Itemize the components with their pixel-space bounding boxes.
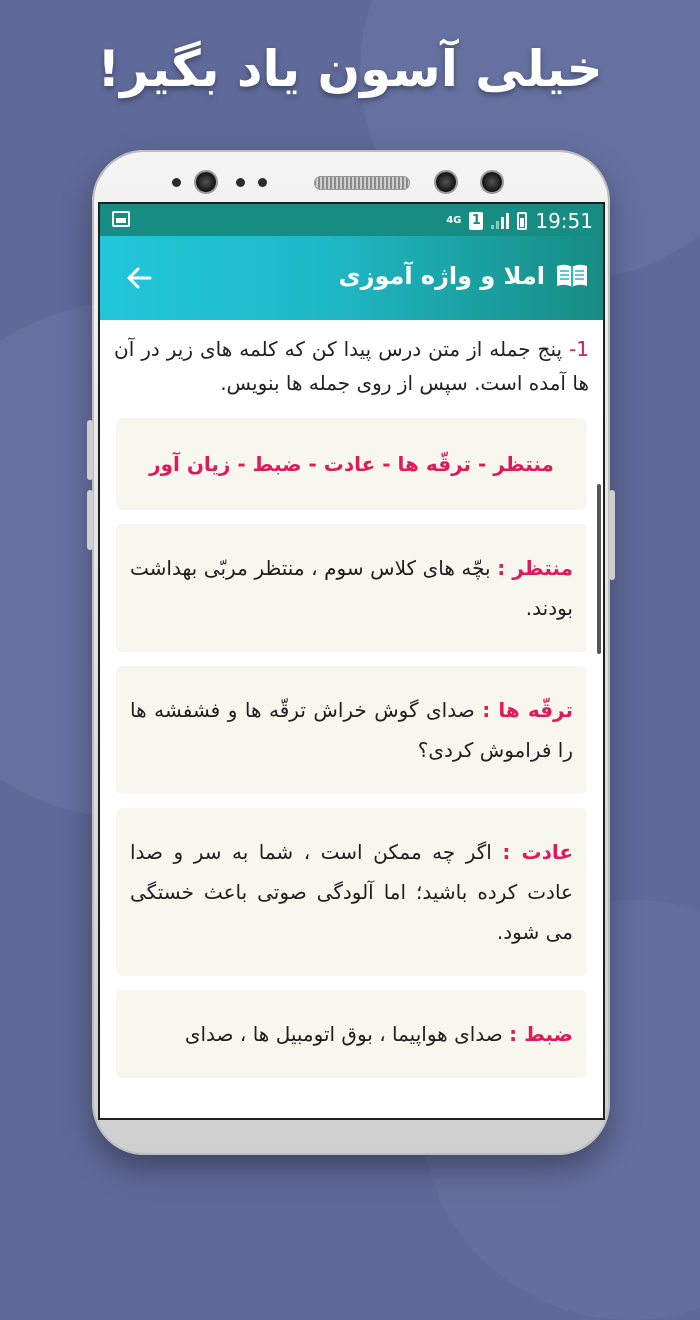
sensor-dot <box>172 178 181 187</box>
promo-headline: خیلی آسون یاد بگیر! <box>97 40 603 98</box>
lesson-content <box>100 320 603 1078</box>
network-type: 4G <box>446 215 462 226</box>
clock: 19:51 <box>535 209 593 233</box>
sim-icon: 1 <box>469 212 483 230</box>
answer-word: منتظر : <box>497 556 573 580</box>
sensor-dot <box>258 178 267 187</box>
camera-icon <box>482 172 502 192</box>
speaker-grille <box>314 176 410 190</box>
gallery-notification-icon <box>112 211 130 227</box>
answer-card <box>116 808 587 976</box>
word-list-card <box>116 418 587 510</box>
answer-sentence: بچّه های کلاس سوم ، منتظر مربّی بهداشت بودند. <box>130 556 573 620</box>
signal-icon <box>491 213 509 229</box>
side-button <box>87 490 93 550</box>
battery-icon <box>517 212 527 230</box>
open-book-icon <box>555 263 589 289</box>
app-bar-title <box>339 262 589 290</box>
answer-card <box>116 666 587 794</box>
exercise-number: 1- <box>569 337 589 361</box>
front-camera-icon <box>196 172 216 192</box>
answer-word: ترقّه ها : <box>482 698 573 722</box>
phone-screen <box>98 202 605 1120</box>
exercise-question <box>112 332 591 400</box>
app-title: املا و واژه آموزی <box>338 262 545 290</box>
exercise-text: پنج جمله از متن درس پیدا کن که کلمه های زیر در آن ها آمده است. سپس از روی جمله ها بنویس. <box>114 337 589 395</box>
word-list: منتظر - ترقّه ها - عادت - ضبط - زیان آور <box>149 452 554 476</box>
answer-sentence: صدای گوش خراش ترقّه ها و فشفشه ها را فراموش کردی؟ <box>130 698 573 762</box>
answer-card <box>116 524 587 652</box>
answer-sentence: اگر چه ممکن است ، شما به سر و صدا عادت کرده باشید؛ اما آلودگی صوتی باعث خستگی می شود. <box>130 840 573 944</box>
side-button <box>609 490 615 580</box>
answer-sentence: صدای هواپیما ، بوق اتومبیل ها ، صدای <box>184 1022 503 1046</box>
arrow-left-icon[interactable] <box>120 260 160 296</box>
camera-icon <box>436 172 456 192</box>
sensor-dot <box>236 178 245 187</box>
scrollbar[interactable] <box>597 484 601 654</box>
side-button <box>87 420 93 480</box>
answer-word: عادت : <box>502 840 574 864</box>
app-bar <box>100 236 603 320</box>
answer-word: ضبط : <box>509 1022 573 1046</box>
status-bar <box>100 204 603 236</box>
status-icons <box>446 209 593 233</box>
answer-card <box>116 990 587 1078</box>
